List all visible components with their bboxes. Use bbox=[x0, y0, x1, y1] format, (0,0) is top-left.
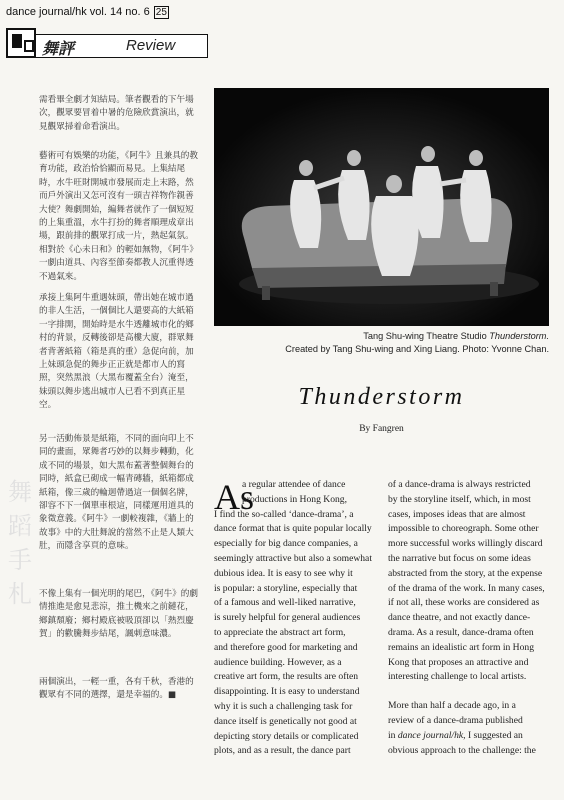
section-label-en: Review bbox=[126, 37, 176, 54]
article-line: is popular: a storyline, especially that bbox=[214, 582, 358, 594]
column-1-lines bbox=[214, 478, 376, 759]
article-line: especially for big dance companies, a bbox=[214, 538, 358, 550]
article-line: abstracted from the story, at the expense bbox=[388, 567, 543, 579]
margin-char-1: 舞 bbox=[8, 478, 32, 506]
article-line: creative art form, the results are often bbox=[214, 671, 359, 683]
margin-char-4: 札 bbox=[8, 580, 32, 608]
zh-paragraph-5: 不像上集有一個光明的尾巴，《阿牛》的劇情推進是愈見悲涼，推土機來之前鏈花，鄉鎮頹廢；鄉村殿底被吸頂卻以「熱烈慶賀」的歡騰舞步結尾，諷刺意味濃。 bbox=[39, 589, 198, 640]
article-line: drama. As a result, dance-drama often bbox=[388, 626, 534, 638]
performance-photo bbox=[214, 88, 549, 326]
article-column-2 bbox=[388, 478, 550, 758]
section-label-zh: 舞評 bbox=[42, 39, 75, 58]
line-suffix: , I suggested an bbox=[463, 729, 523, 741]
article-line: why it is such a challenging task for bbox=[214, 700, 353, 712]
article-line: impossible to choreograph. Some other bbox=[388, 523, 539, 535]
article-line: the narrative but focus on some ideas bbox=[388, 552, 531, 564]
article-byline: By Fangren bbox=[359, 424, 404, 434]
zh-paragraph-4: 另一活動佈景是紙箱，不同的面向印上不同的畫面，眾舞者巧妙的以舞步轉動，化成不同的場景，如大黑布蓋著整個舞台的同時，紙盒已砌成一幅青磚牆，紙箱都成紙箱，像三歲的輪迴帶過這一個個名牌，卻容不下一個單車根這，同樣運用道具的象徵意義。《阿牛》一劇較複雜，《牆上的故事》中的大肚舞說的當然不止是人類大肚，而隱含享頁的意味。 bbox=[39, 434, 194, 552]
article-line: dance itself is genetically not good at bbox=[214, 715, 357, 727]
journal-logo-icon bbox=[6, 28, 36, 58]
caption-work-title: Thunderstorm. bbox=[489, 331, 549, 341]
article-line: dance format that is quite popular locally bbox=[214, 523, 372, 535]
zh-paragraph-6: 兩個演出，一輕一重，各有千秋，香港的觀眾有不同的選擇，還是幸福的。■ bbox=[39, 677, 194, 701]
article-line: a regular attendee of dance bbox=[242, 479, 346, 490]
article-title: Thunderstorm bbox=[298, 384, 465, 410]
article-line: depicting story details or complicated bbox=[214, 730, 359, 742]
article-line: if not all, these works are considered as bbox=[388, 597, 540, 609]
article-line: I find the so-called ‘dance-drama’, a bbox=[214, 508, 354, 520]
column-2-paragraph-2 bbox=[388, 699, 550, 729]
line-prefix: in bbox=[388, 729, 398, 741]
column-2-lines bbox=[388, 478, 550, 685]
article-line: of a famous and well-liked narrative, bbox=[214, 597, 356, 609]
article-line: Kong that proposes an attractive and bbox=[388, 656, 529, 668]
zh-paragraph-1: 需看畢全劇才知結局。筆者觀看的下午場次，觀眾要冒着中暑的危險欣賞演出，就見觀眾掃着命看演出。 bbox=[39, 95, 194, 132]
article-line: by the storyline itself, which, in most bbox=[388, 493, 531, 505]
article-line: review of a dance-drama published bbox=[388, 714, 523, 726]
column-2-last-line: obvious approach to the challenge: the bbox=[388, 744, 536, 756]
margin-char-3: 手 bbox=[8, 546, 32, 574]
article-line: of the drama of the work. In many cases, bbox=[388, 582, 545, 594]
article-line: audience building. However, as a bbox=[214, 656, 342, 668]
photo-caption-line-1 bbox=[214, 331, 549, 341]
margin-calligraphy bbox=[5, 472, 35, 622]
article-line: is surely helpful for general audiences bbox=[214, 612, 361, 624]
article-line: seemingly attractive but also a somewhat bbox=[214, 552, 372, 564]
section-heading bbox=[6, 24, 206, 58]
photo-illustration bbox=[214, 88, 549, 326]
zh-paragraph-2: 藝術可有娛樂的功能，《阿牛》且兼具的教育功能，政治恰恰顯而易見。上集結尾時，水牛旺財開城市發展而走上末路，然而戶外演出又怎可沒有一頭吉祥物作親善大使？舞劇開始，編舞者就作了一個短短的上集重溫，水牛打扮的舞者順理成章出場，跟前排的觀眾打成一片，熱起氣氛。相對於《心未日和》的輕如無物，《阿牛》一劇由道具、內容至節奏都教人沉重得透不過氣來。 bbox=[39, 151, 198, 282]
article-line: More than half a decade ago, in a bbox=[388, 700, 516, 712]
article-line: remains an idealistic art form in Hong bbox=[388, 641, 534, 653]
article-line: and therefore good for marketing and bbox=[214, 641, 358, 653]
page-number: 25 bbox=[155, 7, 167, 18]
journal-issue: dance journal/hk vol. 14 no. 6 bbox=[6, 6, 150, 18]
running-header bbox=[6, 6, 169, 19]
article-line: dubious idea. It is easy to see why it bbox=[214, 567, 353, 579]
photo-caption-line-2: Created by Tang Shu-wing and Xing Liang. Photo: Yvonne Chan. bbox=[285, 344, 549, 354]
article-column-1 bbox=[214, 478, 376, 759]
article-line: plots, and as a result, the dance part bbox=[214, 745, 351, 757]
article-line: more successful works willingly discard bbox=[388, 538, 543, 550]
article-line: productions in Hong Kong, bbox=[242, 493, 347, 505]
article-line: interesting challenge to local artists. bbox=[388, 671, 527, 683]
article-line: cases, imposes ideas that are almost bbox=[388, 508, 526, 520]
article-line: dance theatre, and not exactly dance- bbox=[388, 612, 531, 624]
caption-company: Tang Shu-wing Theatre Studio bbox=[363, 331, 490, 341]
article-line: disappointing. It is easy to understand bbox=[214, 686, 360, 698]
article-line: of a dance-drama is always restricted bbox=[388, 479, 531, 490]
margin-char-2: 蹈 bbox=[8, 512, 32, 540]
journal-name: dance journal/hk bbox=[397, 729, 464, 741]
article-line: to appreciate the abstract art form, bbox=[214, 626, 346, 638]
zh-paragraph-3: 承接上集阿牛重遇妹頭，帶出她在城市過的非人生活，一個個比人還要高的大紙箱一字排開，開始時是水牛透離城市化的鄉村的背景，反轉後卻是高樓大廈，群眾舞者背著紙箱（箱是真的重）急促向前，加上妹頭急促的舞步正正就是都市人的寫照，突然黑浪（大黑布覆蓋全台）淹至，妹頭以舞步逃出城市人已看不到真正星空。 bbox=[39, 293, 194, 411]
drop-cap: As bbox=[214, 477, 255, 517]
column-2-line-with-journal bbox=[388, 729, 550, 744]
